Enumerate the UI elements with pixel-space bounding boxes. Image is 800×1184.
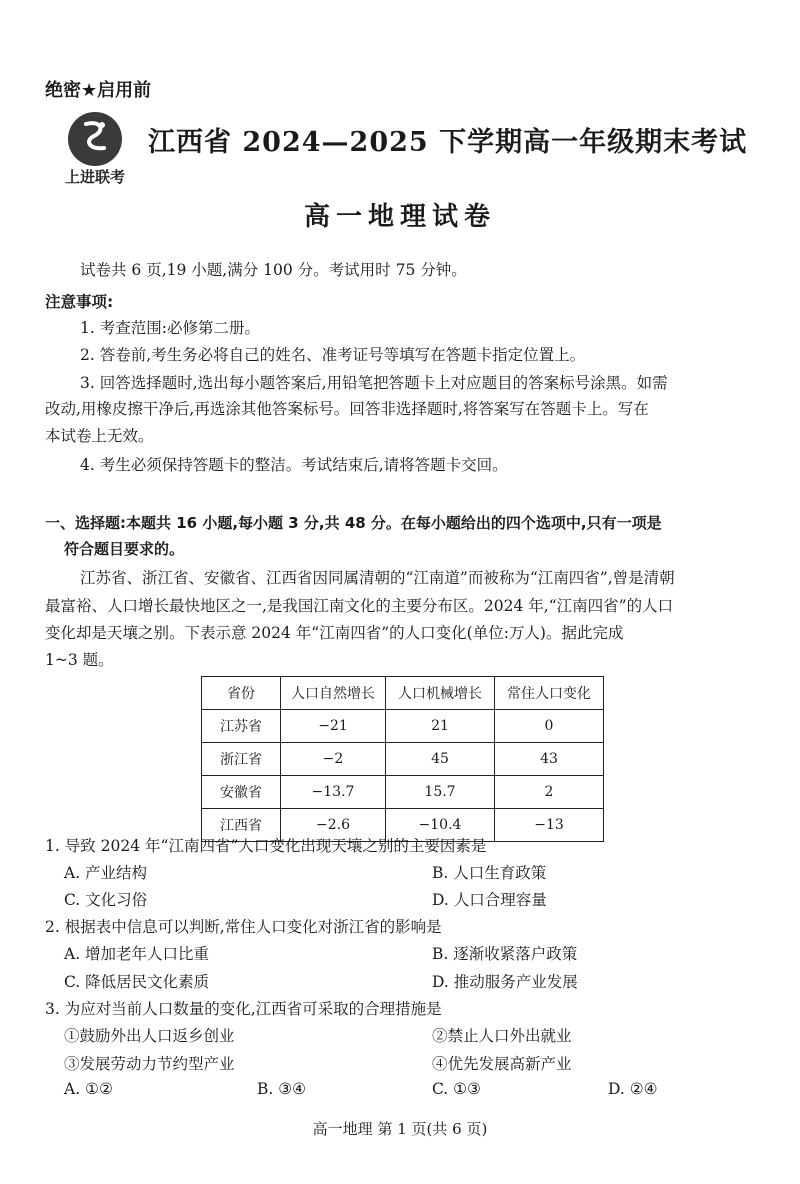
notice-heading: 注意事项: [45, 293, 114, 311]
question-1-option-d: D. 人口合理容量 [432, 891, 547, 909]
question-1-stem: 1. 导致 2024 年“江南四省”人口变化出现天壤之别的主要因素是 [45, 837, 487, 855]
notice-item-continued: 改动,用橡皮擦干净后,再选涂其他答案标号。回答非选择题时,将答案写在答题卡上。写在 [45, 400, 649, 418]
passage-line: 1~3 题。 [45, 651, 114, 669]
question-1-option-c: C. 文化习俗 [64, 891, 148, 909]
table-header-row [202, 677, 604, 710]
question-2-option-d: D. 推动服务产业发展 [432, 973, 578, 991]
table-row [202, 743, 604, 776]
question-3-option-a: A. ①② [64, 1080, 113, 1098]
table-cell: 安徽省 [202, 776, 281, 809]
notice-item-continued: 本试卷上无效。 [45, 427, 154, 445]
notice-item: 4. 考生必须保持答题卡的整洁。考试结束后,请将答题卡交回。 [80, 456, 508, 474]
table-cell: −21 [281, 710, 386, 743]
table-cell: −10.4 [386, 809, 495, 842]
question-3-statement-2: ②禁止人口外出就业 [432, 1027, 572, 1045]
exam-title: 江西省 2024—2025 下学期高一年级期末考试 [148, 127, 748, 158]
subject-title: 高一地理试卷 [303, 202, 496, 232]
passage-line: 变化却是天壤之别。下表示意 2024 年“江南四省”的人口变化(单位:万人)。据此完成 [45, 624, 624, 642]
question-3-statement-1: ①鼓励外出人口返乡创业 [64, 1027, 235, 1045]
section-heading: 一、选择题:本题共 16 小题,每小题 3 分,共 48 分。在每小题给出的四个选项中,只有一项是 [45, 514, 662, 532]
logo-text: 上进联考 [64, 168, 125, 186]
confidential-label: 绝密★启用前 [45, 80, 152, 101]
question-1-option-b: B. 人口生育政策 [432, 864, 547, 882]
table-header-cell: 人口自然增长 [281, 677, 386, 710]
table-row [202, 710, 604, 743]
table-cell: −2.6 [281, 809, 386, 842]
table-cell: −2 [281, 743, 386, 776]
table-row [202, 776, 604, 809]
table-header-cell: 人口机械增长 [386, 677, 495, 710]
question-2-option-b: B. 逐渐收紧落户政策 [432, 945, 578, 963]
question-1-option-a: A. 产业结构 [64, 864, 148, 882]
question-3-stem: 3. 为应对当前人口数量的变化,江西省可采取的合理措施是 [45, 1000, 442, 1018]
table-cell: 江西省 [202, 809, 281, 842]
table-cell: 0 [495, 710, 604, 743]
notice-item: 2. 答卷前,考生务必将自己的姓名、准考证号等填写在答题卡指定位置上。 [80, 346, 586, 364]
question-3-option-d: D. ②④ [608, 1080, 658, 1098]
page-footer: 高一地理 第 1 页(共 6 页) [312, 1120, 488, 1138]
table-cell: 浙江省 [202, 743, 281, 776]
table-header-cell: 常住人口变化 [495, 677, 604, 710]
logo-swirl-icon [80, 118, 110, 160]
table-cell: 2 [495, 776, 604, 809]
question-3-option-c: C. ①③ [432, 1080, 481, 1098]
exam-logo [62, 112, 128, 184]
table-cell: −13.7 [281, 776, 386, 809]
passage-line: 江苏省、浙江省、安徽省、江西省因同属清朝的“江南道”而被称为“江南四省”,曾是清朝 [80, 569, 675, 587]
table-cell: 江苏省 [202, 710, 281, 743]
table-header-cell: 省份 [202, 677, 281, 710]
question-2-option-c: C. 降低居民文化素质 [64, 973, 210, 991]
question-2-stem: 2. 根据表中信息可以判断,常住人口变化对浙江省的影响是 [45, 918, 442, 936]
section-heading-cont: 符合题目要求的。 [64, 540, 185, 558]
question-2-option-a: A. 增加老年人口比重 [64, 945, 210, 963]
question-3-option-b: B. ③④ [257, 1080, 307, 1098]
intro-text: 试卷共 6 页,19 小题,满分 100 分。考试用时 75 分钟。 [80, 261, 467, 279]
population-table [201, 676, 604, 842]
table-cell: 45 [386, 743, 495, 776]
question-3-statement-3: ③发展劳动力节约型产业 [64, 1055, 235, 1073]
table-cell: −13 [495, 809, 604, 842]
table-cell: 15.7 [386, 776, 495, 809]
notice-item: 1. 考查范围:必修第二册。 [80, 319, 260, 337]
notice-item: 3. 回答选择题时,选出每小题答案后,用铅笔把答题卡上对应题目的答案标号涂黑。如需 [80, 374, 668, 392]
table-cell: 21 [386, 710, 495, 743]
passage-line: 最富裕、人口增长最快地区之一,是我国江南文化的主要分布区。2024 年,“江南四省”的人口 [45, 597, 674, 615]
table-cell: 43 [495, 743, 604, 776]
question-3-statement-4: ④优先发展高新产业 [432, 1055, 572, 1073]
